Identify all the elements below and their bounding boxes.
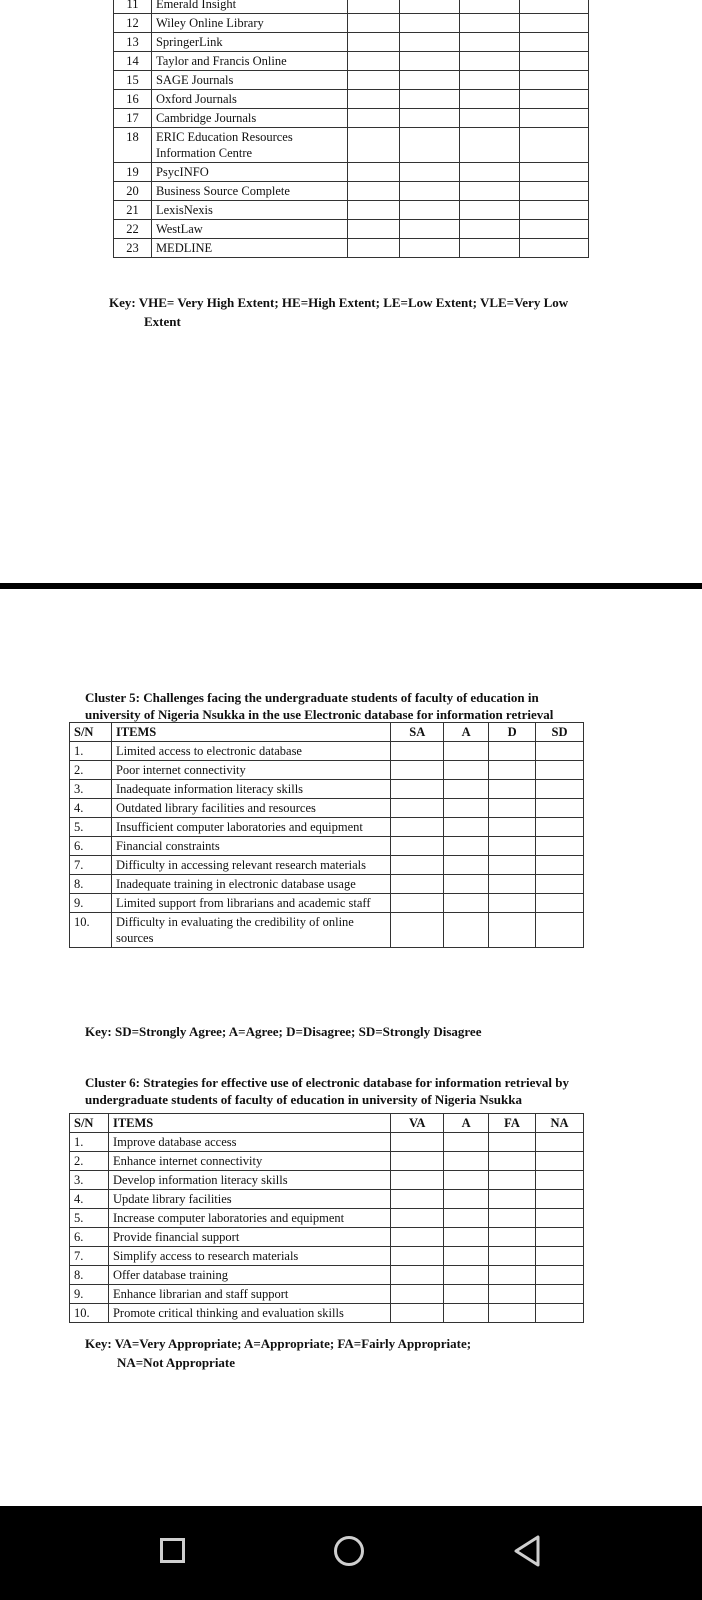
top-key-line2: Extent xyxy=(144,314,181,329)
cluster5-rating-cell xyxy=(444,875,489,894)
cluster6-rating-cell xyxy=(536,1171,584,1190)
cluster6-rating-cell xyxy=(489,1209,536,1228)
cluster5-rating-cell xyxy=(489,837,536,856)
cluster6-rating-cell xyxy=(536,1247,584,1266)
cluster6-row xyxy=(70,1171,584,1190)
top-rating-cell xyxy=(347,163,400,182)
top-rating-cell xyxy=(520,220,589,239)
cluster6-rating-cell xyxy=(444,1190,489,1209)
cluster6-sn-cell: 8. xyxy=(70,1266,109,1285)
cluster5-sn-cell: 4. xyxy=(70,799,112,818)
cluster6-row xyxy=(70,1209,584,1228)
cluster6-sn-cell: 6. xyxy=(70,1228,109,1247)
cluster6-rating-cell xyxy=(391,1171,444,1190)
top-rating-cell xyxy=(520,14,589,33)
top-sn-cell: 14 xyxy=(114,52,152,71)
top-sn-cell: 23 xyxy=(114,239,152,258)
top-row xyxy=(114,52,589,71)
top-rating-cell xyxy=(520,128,589,163)
top-item-cell: SAGE Journals xyxy=(151,71,347,90)
top-row xyxy=(114,109,589,128)
top-rating-cell xyxy=(347,14,400,33)
cluster6-sn-cell: 4. xyxy=(70,1190,109,1209)
top-row xyxy=(114,33,589,52)
cluster5-header-a: A xyxy=(444,723,489,742)
top-rating-cell xyxy=(460,109,520,128)
top-rating-cell xyxy=(520,201,589,220)
top-sn-cell: 11 xyxy=(114,0,152,14)
cluster5-rating-cell xyxy=(489,856,536,875)
top-rating-cell xyxy=(347,109,400,128)
top-rating-cell xyxy=(400,163,460,182)
cluster5-rating-cell xyxy=(489,894,536,913)
top-rating-cell xyxy=(460,163,520,182)
cluster5-header-d: D xyxy=(489,723,536,742)
top-rating-cell xyxy=(347,201,400,220)
cluster6-rating-cell xyxy=(391,1133,444,1152)
cluster6-rating-cell xyxy=(489,1247,536,1266)
top-sn-cell: 13 xyxy=(114,33,152,52)
cluster6-header-items: ITEMS xyxy=(108,1114,390,1133)
top-rating-cell xyxy=(520,0,589,14)
cluster6-item-cell: Develop information literacy skills xyxy=(108,1171,390,1190)
cluster6-rating-cell xyxy=(391,1152,444,1171)
cluster6-rating-cell xyxy=(489,1285,536,1304)
cluster6-rating-cell xyxy=(391,1190,444,1209)
cluster6-rating-cell xyxy=(444,1228,489,1247)
top-rating-cell xyxy=(460,128,520,163)
cluster6-item-cell: Enhance librarian and staff support xyxy=(108,1285,390,1304)
cluster6-rating-cell xyxy=(391,1266,444,1285)
top-rating-cell xyxy=(520,239,589,258)
cluster6-header-fa: FA xyxy=(489,1114,536,1133)
cluster5-rating-cell xyxy=(489,761,536,780)
cluster5-rating-cell xyxy=(444,837,489,856)
cluster6-table-body xyxy=(70,1133,584,1323)
top-rating-cell xyxy=(460,201,520,220)
top-rating-cell xyxy=(400,33,460,52)
cluster5-item-cell: Inadequate information literacy skills xyxy=(111,780,390,799)
cluster5-rating-cell xyxy=(489,799,536,818)
cluster6-rating-cell xyxy=(536,1209,584,1228)
cluster5-row xyxy=(70,913,584,948)
top-sn-cell: 16 xyxy=(114,90,152,109)
cluster5-rating-cell xyxy=(444,742,489,761)
cluster6-rating-cell xyxy=(489,1133,536,1152)
cluster6-rating-cell xyxy=(444,1209,489,1228)
top-sn-cell: 17 xyxy=(114,109,152,128)
top-row xyxy=(114,163,589,182)
top-rating-cell xyxy=(520,90,589,109)
top-rating-cell xyxy=(520,52,589,71)
top-rating-cell xyxy=(520,33,589,52)
cluster6-sn-cell: 1. xyxy=(70,1133,109,1152)
cluster5-item-cell: Limited support from librarians and academic staff xyxy=(111,894,390,913)
cluster6-item-cell: Simplify access to research materials xyxy=(108,1247,390,1266)
top-rating-cell xyxy=(347,52,400,71)
cluster6-caption xyxy=(85,1074,695,1108)
cluster6-key xyxy=(85,1334,645,1372)
top-rating-cell xyxy=(400,52,460,71)
back-icon[interactable] xyxy=(512,1534,542,1568)
cluster5-item-cell: Limited access to electronic database xyxy=(111,742,390,761)
top-item-cell: SpringerLink xyxy=(151,33,347,52)
cluster5-header-sn: S/N xyxy=(70,723,112,742)
top-row xyxy=(114,90,589,109)
cluster5-rating-cell xyxy=(391,856,444,875)
cluster6-row xyxy=(70,1152,584,1171)
cluster6-item-cell: Increase computer laboratories and equipment xyxy=(108,1209,390,1228)
cluster5-rating-cell xyxy=(489,913,536,948)
cluster6-key-line1: Key: VA=Very Appropriate; A=Appropriate; FA=Fairly Appropriate; xyxy=(85,1336,472,1351)
cluster6-item-cell: Provide financial support xyxy=(108,1228,390,1247)
top-item-cell: MEDLINE xyxy=(151,239,347,258)
cluster5-rating-cell xyxy=(536,818,584,837)
top-sn-cell: 22 xyxy=(114,220,152,239)
cluster5-rating-cell xyxy=(536,913,584,948)
cluster5-rating-cell xyxy=(536,799,584,818)
cluster6-sn-cell: 7. xyxy=(70,1247,109,1266)
top-rating-cell xyxy=(460,239,520,258)
cluster6-rating-cell xyxy=(489,1228,536,1247)
top-row xyxy=(114,182,589,201)
cluster6-header-a: A xyxy=(444,1114,489,1133)
cluster5-rating-cell xyxy=(391,761,444,780)
cluster5-rating-cell xyxy=(391,913,444,948)
cluster5-rating-cell xyxy=(536,780,584,799)
top-item-cell: Emerald Insight xyxy=(151,0,347,14)
cluster5-item-cell: Difficulty in evaluating the credibility of online sources xyxy=(111,913,390,948)
cluster5-rating-cell xyxy=(391,799,444,818)
top-sn-cell: 15 xyxy=(114,71,152,90)
top-rating-cell xyxy=(520,71,589,90)
cluster5-row xyxy=(70,818,584,837)
cluster6-rating-cell xyxy=(536,1133,584,1152)
cluster6-rating-cell xyxy=(489,1266,536,1285)
cluster6-caption-line2: undergraduate students of faculty of education in university of Nigeria Nsukka xyxy=(85,1092,522,1107)
cluster6-row xyxy=(70,1285,584,1304)
cluster5-table xyxy=(69,722,584,948)
cluster6-item-cell: Promote critical thinking and evaluation skills xyxy=(108,1304,390,1323)
top-rating-cell xyxy=(460,0,520,14)
cluster6-rating-cell xyxy=(444,1266,489,1285)
top-rating-cell xyxy=(400,109,460,128)
cluster5-sn-cell: 10. xyxy=(70,913,112,948)
top-rating-cell xyxy=(520,182,589,201)
top-item-cell: Wiley Online Library xyxy=(151,14,347,33)
cluster6-rating-cell xyxy=(391,1228,444,1247)
top-item-cell: PsycINFO xyxy=(151,163,347,182)
top-item-cell: WestLaw xyxy=(151,220,347,239)
cluster5-row xyxy=(70,742,584,761)
cluster6-caption-line1: Cluster 6: Strategies for effective use of electronic database for information retrieval by xyxy=(85,1075,570,1090)
cluster5-header-sa: SA xyxy=(391,723,444,742)
cluster6-rating-cell xyxy=(391,1304,444,1323)
cluster5-header-items: ITEMS xyxy=(111,723,390,742)
cluster5-rating-cell xyxy=(391,742,444,761)
cluster6-row xyxy=(70,1228,584,1247)
top-rating-cell xyxy=(460,14,520,33)
cluster6-key-line2: NA=Not Appropriate xyxy=(117,1355,236,1370)
cluster6-rating-cell xyxy=(536,1228,584,1247)
cluster6-item-cell: Enhance internet connectivity xyxy=(108,1152,390,1171)
cluster5-header-sd: SD xyxy=(536,723,584,742)
top-sn-cell: 21 xyxy=(114,201,152,220)
top-row xyxy=(114,128,589,163)
cluster6-rating-cell xyxy=(444,1285,489,1304)
top-item-cell: Cambridge Journals xyxy=(151,109,347,128)
cluster6-header-sn: S/N xyxy=(70,1114,109,1133)
top-rating-cell xyxy=(460,90,520,109)
cluster6-row xyxy=(70,1133,584,1152)
cluster5-rating-cell xyxy=(444,761,489,780)
cluster6-rating-cell xyxy=(444,1304,489,1323)
top-rating-cell xyxy=(400,0,460,14)
cluster5-sn-cell: 6. xyxy=(70,837,112,856)
cluster6-sn-cell: 9. xyxy=(70,1285,109,1304)
cluster6-row xyxy=(70,1304,584,1323)
cluster5-header-row xyxy=(70,723,584,742)
top-rating-cell xyxy=(400,182,460,201)
cluster5-key: Key: SD=Strongly Agree; A=Agree; D=Disagree; SD=Strongly Disagree xyxy=(85,1024,482,1039)
top-rating-cell xyxy=(400,201,460,220)
cluster5-rating-cell xyxy=(489,780,536,799)
cluster6-row xyxy=(70,1190,584,1209)
cluster6-rating-cell xyxy=(391,1209,444,1228)
cluster6-rating-cell xyxy=(489,1171,536,1190)
top-rating-cell xyxy=(460,182,520,201)
top-rating-cell xyxy=(347,182,400,201)
cluster5-item-cell: Insufficient computer laboratories and equipment xyxy=(111,818,390,837)
cluster5-rating-cell xyxy=(489,875,536,894)
cluster5-rating-cell xyxy=(536,875,584,894)
cluster5-item-cell: Inadequate training in electronic database usage xyxy=(111,875,390,894)
cluster6-rating-cell xyxy=(489,1304,536,1323)
top-rating-cell xyxy=(400,239,460,258)
cluster5-sn-cell: 7. xyxy=(70,856,112,875)
cluster5-row xyxy=(70,875,584,894)
home-icon[interactable] xyxy=(334,1536,364,1566)
cluster5-rating-cell xyxy=(391,894,444,913)
cluster5-rating-cell xyxy=(444,894,489,913)
top-rating-cell xyxy=(460,71,520,90)
cluster5-rating-cell xyxy=(444,913,489,948)
top-rating-cell xyxy=(400,90,460,109)
top-rating-cell xyxy=(347,128,400,163)
cluster6-rating-cell xyxy=(536,1285,584,1304)
top-row xyxy=(114,71,589,90)
top-rating-cell xyxy=(400,128,460,163)
cluster5-rating-cell xyxy=(391,780,444,799)
top-table-key xyxy=(109,293,629,331)
cluster5-sn-cell: 1. xyxy=(70,742,112,761)
cluster6-row xyxy=(70,1247,584,1266)
top-row xyxy=(114,220,589,239)
cluster6-rating-cell xyxy=(489,1152,536,1171)
recent-apps-icon[interactable] xyxy=(160,1538,185,1563)
top-row xyxy=(114,239,589,258)
cluster6-rating-cell xyxy=(536,1152,584,1171)
cluster6-rating-cell xyxy=(391,1285,444,1304)
cluster5-rating-cell xyxy=(391,818,444,837)
cluster5-rating-cell xyxy=(536,761,584,780)
cluster6-rating-cell xyxy=(489,1190,536,1209)
cluster6-rating-cell xyxy=(444,1171,489,1190)
cluster5-table-body xyxy=(70,742,584,948)
cluster6-rating-cell xyxy=(444,1152,489,1171)
cluster5-rating-cell xyxy=(536,742,584,761)
top-table-body xyxy=(114,0,589,258)
cluster6-rating-cell xyxy=(391,1247,444,1266)
cluster5-rating-cell xyxy=(536,856,584,875)
top-rating-cell xyxy=(400,71,460,90)
cluster5-caption-line2: university of Nigeria Nsukka in the use Electronic database for information retrieval xyxy=(85,707,554,722)
cluster6-item-cell: Improve database access xyxy=(108,1133,390,1152)
top-row xyxy=(114,14,589,33)
cluster5-row xyxy=(70,780,584,799)
cluster5-rating-cell xyxy=(489,742,536,761)
top-rating-cell xyxy=(347,33,400,52)
cluster6-sn-cell: 2. xyxy=(70,1152,109,1171)
cluster5-row xyxy=(70,761,584,780)
cluster5-item-cell: Difficulty in accessing relevant research materials xyxy=(111,856,390,875)
cluster5-row xyxy=(70,837,584,856)
cluster5-sn-cell: 5. xyxy=(70,818,112,837)
top-rating-cell xyxy=(460,33,520,52)
top-item-cell: Business Source Complete xyxy=(151,182,347,201)
cluster6-sn-cell: 3. xyxy=(70,1171,109,1190)
top-rating-cell xyxy=(400,14,460,33)
cluster6-item-cell: Offer database training xyxy=(108,1266,390,1285)
top-sn-cell: 19 xyxy=(114,163,152,182)
cluster6-rating-cell xyxy=(536,1266,584,1285)
page-divider xyxy=(0,583,702,589)
top-item-cell: Oxford Journals xyxy=(151,90,347,109)
top-database-table xyxy=(113,0,589,258)
cluster5-rating-cell xyxy=(444,856,489,875)
top-item-cell: Taylor and Francis Online xyxy=(151,52,347,71)
top-rating-cell xyxy=(460,220,520,239)
top-rating-cell xyxy=(347,90,400,109)
cluster5-rating-cell xyxy=(444,799,489,818)
top-row xyxy=(114,0,589,14)
top-rating-cell xyxy=(347,71,400,90)
cluster6-rating-cell xyxy=(536,1304,584,1323)
cluster5-caption-line1: Cluster 5: Challenges facing the undergraduate students of faculty of education in xyxy=(85,690,539,705)
top-rating-cell xyxy=(347,239,400,258)
cluster6-sn-cell: 5. xyxy=(70,1209,109,1228)
top-row xyxy=(114,201,589,220)
cluster6-rating-cell xyxy=(444,1247,489,1266)
cluster5-rating-cell xyxy=(444,818,489,837)
cluster6-header-na: NA xyxy=(536,1114,584,1133)
top-rating-cell xyxy=(400,220,460,239)
cluster6-item-cell: Update library facilities xyxy=(108,1190,390,1209)
cluster5-rating-cell xyxy=(391,875,444,894)
top-sn-cell: 20 xyxy=(114,182,152,201)
top-rating-cell xyxy=(520,109,589,128)
top-rating-cell xyxy=(347,220,400,239)
cluster5-item-cell: Financial constraints xyxy=(111,837,390,856)
cluster6-sn-cell: 10. xyxy=(70,1304,109,1323)
cluster5-row xyxy=(70,894,584,913)
cluster5-item-cell: Outdated library facilities and resources xyxy=(111,799,390,818)
cluster6-row xyxy=(70,1266,584,1285)
cluster5-sn-cell: 3. xyxy=(70,780,112,799)
cluster5-sn-cell: 9. xyxy=(70,894,112,913)
cluster6-rating-cell xyxy=(536,1190,584,1209)
cluster5-rating-cell xyxy=(536,837,584,856)
cluster5-row xyxy=(70,856,584,875)
cluster5-rating-cell xyxy=(489,818,536,837)
cluster5-caption xyxy=(85,689,685,723)
cluster6-table xyxy=(69,1113,584,1323)
top-item-cell: LexisNexis xyxy=(151,201,347,220)
cluster6-rating-cell xyxy=(444,1133,489,1152)
top-rating-cell xyxy=(460,52,520,71)
cluster6-header-row xyxy=(70,1114,584,1133)
top-key-line1: Key: VHE= Very High Extent; HE=High Extent; LE=Low Extent; VLE=Very Low xyxy=(109,295,569,310)
top-sn-cell: 18 xyxy=(114,128,152,163)
cluster5-sn-cell: 8. xyxy=(70,875,112,894)
cluster5-rating-cell xyxy=(444,780,489,799)
cluster6-header-va: VA xyxy=(391,1114,444,1133)
top-sn-cell: 12 xyxy=(114,14,152,33)
cluster5-rating-cell xyxy=(536,894,584,913)
cluster5-item-cell: Poor internet connectivity xyxy=(111,761,390,780)
cluster5-sn-cell: 2. xyxy=(70,761,112,780)
cluster5-rating-cell xyxy=(391,837,444,856)
top-rating-cell xyxy=(347,0,400,14)
cluster5-row xyxy=(70,799,584,818)
top-item-cell: ERIC Education Resources Information Centre xyxy=(151,128,347,163)
top-rating-cell xyxy=(520,163,589,182)
